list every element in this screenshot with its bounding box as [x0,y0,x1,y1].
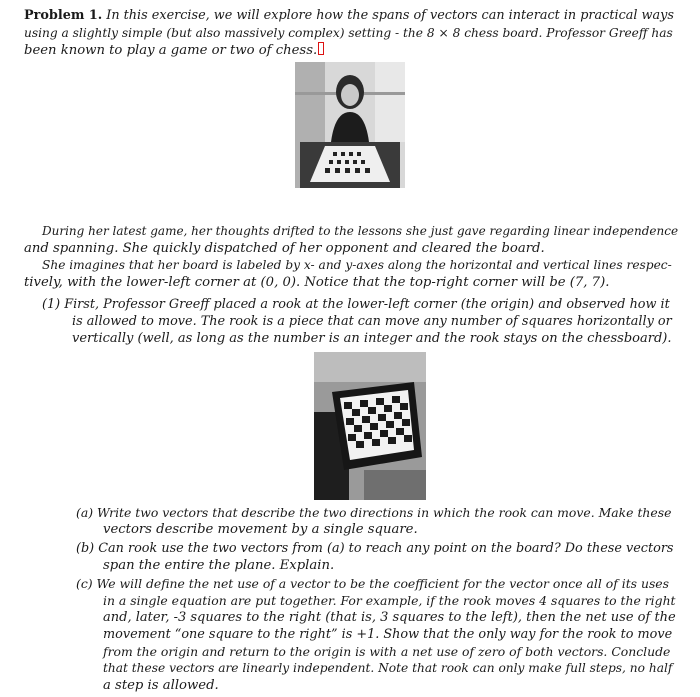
item1-line1: (1) First, Professor Greeff placed a rook at the lower-left corner (the origin) and observed how it [42,297,670,312]
part-c-line3: and, later, -3 squares to the right (that is, 3 squares to the left), then the net use of the [103,610,676,625]
paragraph2-line1: During her latest game, her thoughts drifted to the lessons she just gave regarding linear independence [42,224,679,238]
photo-chessboard-top-view [314,352,426,500]
problem-intro-line3: been known to play a game or two of chess. [24,42,324,60]
paragraph3-line1: She imagines that her board is labeled by x- and y-axes along the horizontal and vertical lines respec- [42,258,672,272]
problem-label: Problem 1. [24,8,103,23]
part-c-line4: movement “one square to the right” is +1. Show that the only way for the rook to move [103,627,673,642]
item1-line2: is allowed to move. The rook is a piece that can move any number of squares horizontally or [72,314,672,329]
part-c-line6: that these vectors are linearly independent. Note that rook can only make full steps, no half [103,661,673,675]
text-cursor-marker [318,42,324,55]
part-c-line1: (c) We will define the net use of a vector to be the coefficient for the vector once all of its uses [76,576,669,591]
part-b-line1: (b) Can rook use the two vectors from (a) to reach any point on the board? Do these vectors [76,541,674,556]
photo-woman-with-chessboard [295,62,405,188]
problem-intro-line2: using a slightly simple (but also massively complex) setting - the 8 × 8 chess board. Professor Greeff has [24,26,673,40]
problem-intro-line1: Problem 1. In this exercise, we will explore how the spans of vectors can interact in practical ways [24,8,674,23]
part-c-line2: in a single equation are put together. For example, if the rook moves 4 squares to the right [103,593,676,608]
part-a-line1: (a) Write two vectors that describe the two directions in which the rook can move. Make these [76,505,672,520]
item1-line3: vertically (well, as long as the number is an integer and the rook stays on the chessboard). [72,331,672,346]
part-c-line5: from the origin and return to the origin is with a net use of zero of both vectors. Conclude [103,644,671,659]
part-b-line2: span the entire the plane. Explain. [103,558,335,573]
paragraph3-line2: tively, with the lower-left corner at (0, 0). Notice that the top-right corner will be (7, 7). [24,275,610,290]
part-a-line2: vectors describe movement by a single square. [103,522,418,537]
paragraph2-line2: and spanning. She quickly dispatched of her opponent and cleared the board. [24,241,545,256]
part-c-line7: a step is allowed. [103,678,219,693]
